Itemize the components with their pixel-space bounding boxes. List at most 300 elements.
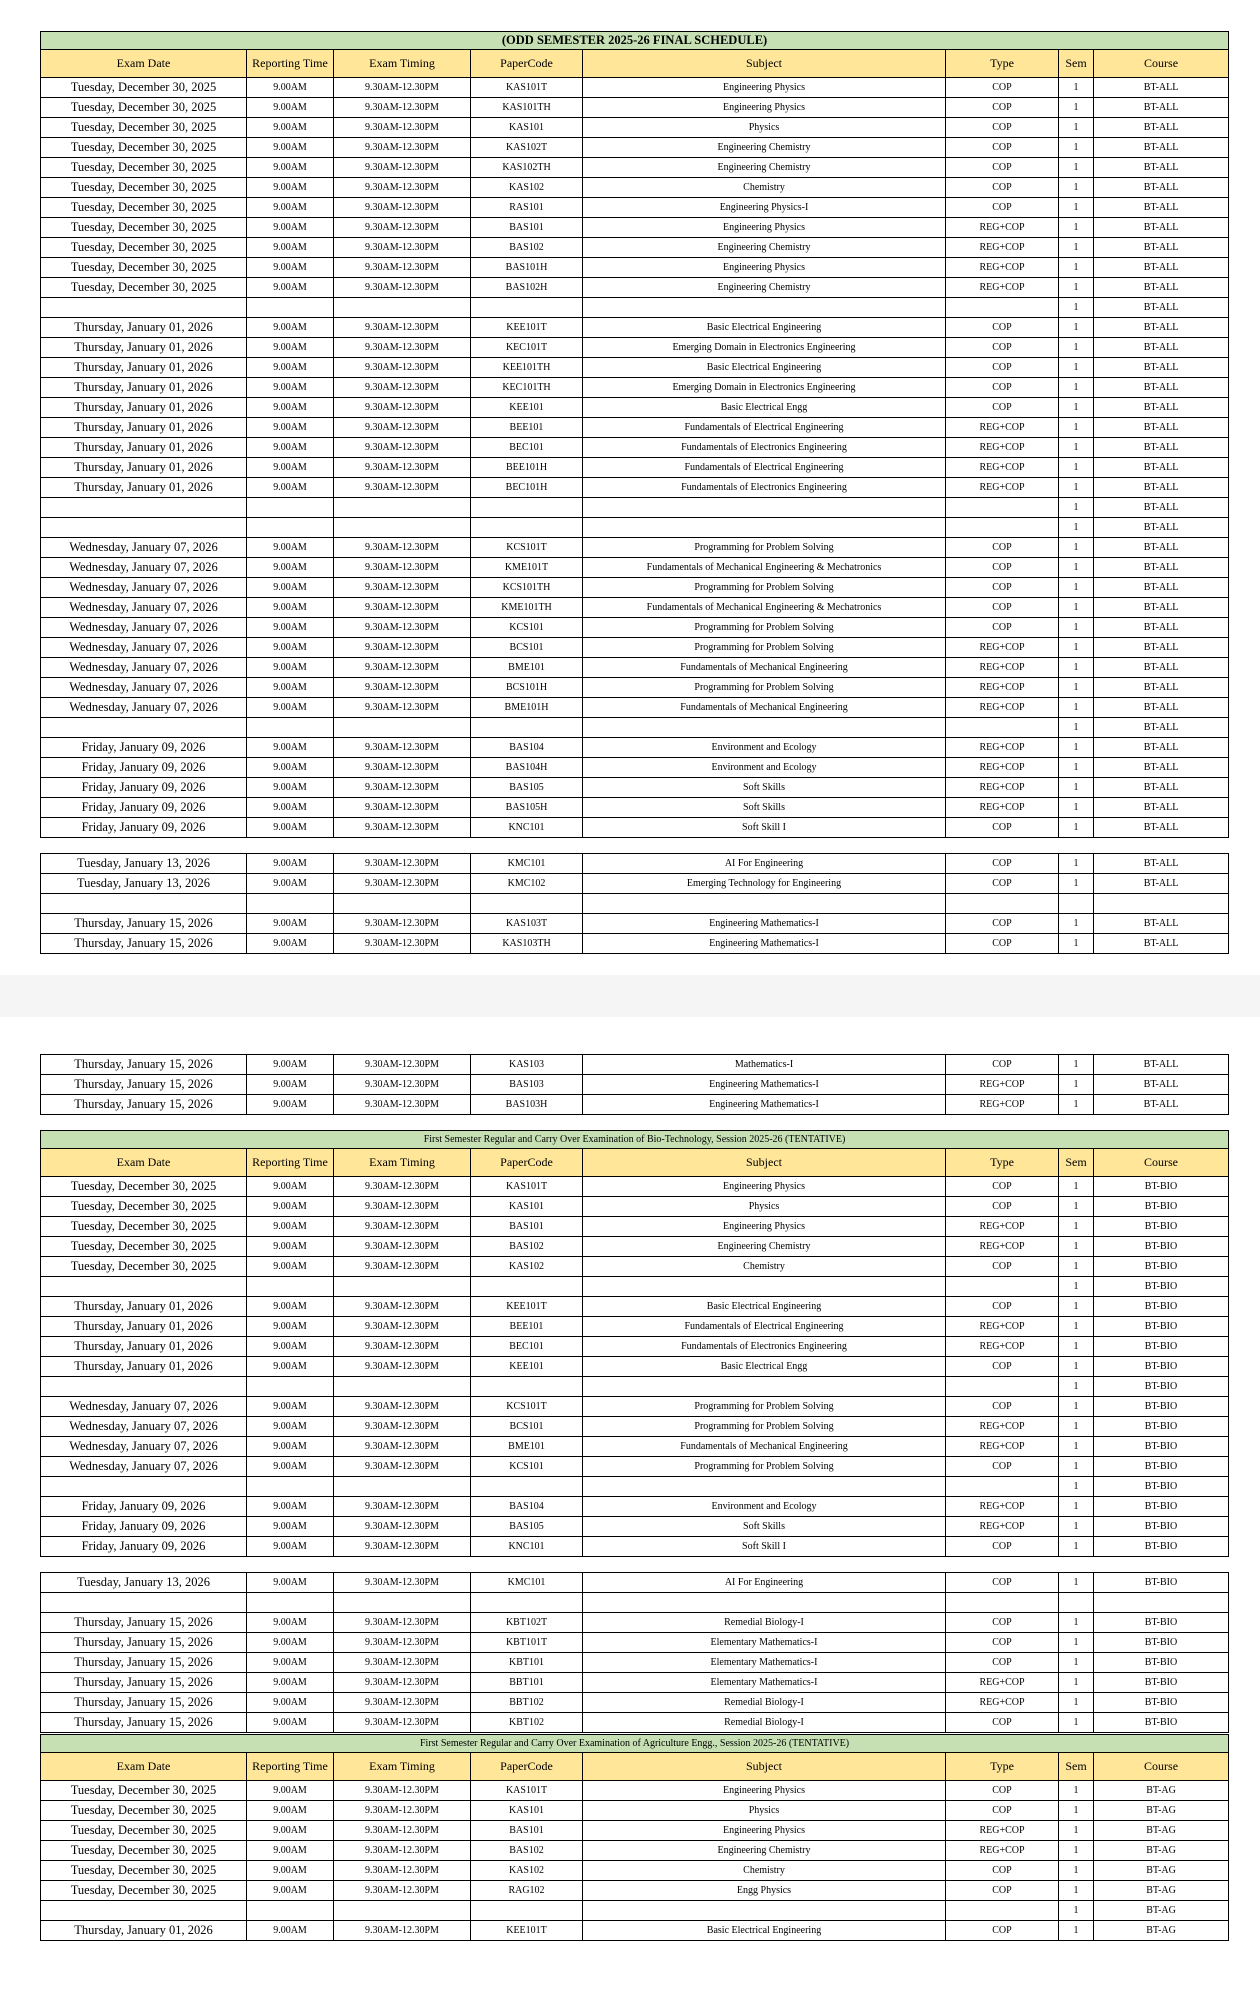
cell-date: Tuesday, December 30, 2025: [41, 198, 247, 218]
cell-subject: [583, 1377, 946, 1397]
cell-subject: Programming for Problem Solving: [583, 678, 946, 698]
cell-code: BAS102: [471, 1237, 583, 1257]
cell-code: BAS104: [471, 738, 583, 758]
cell-type: REG+COP: [946, 1693, 1059, 1713]
cell-rep: 9.00AM: [247, 698, 334, 718]
table-row: [41, 1781, 1229, 1801]
cell-timing: 9.30AM-12.30PM: [334, 1881, 471, 1901]
cell-code: BAS105: [471, 778, 583, 798]
table-row: [41, 1517, 1229, 1537]
column-header: Type: [946, 1753, 1059, 1781]
table-row: [41, 1861, 1229, 1881]
table-row: [41, 478, 1229, 498]
cell-type: COP: [946, 398, 1059, 418]
cell-date: Thursday, January 15, 2026: [41, 1693, 247, 1713]
cell-course: BT-ALL: [1094, 218, 1229, 238]
cell-sem: 1: [1059, 1573, 1094, 1593]
cell-rep: 9.00AM: [247, 678, 334, 698]
cell-sem: 1: [1059, 678, 1094, 698]
blank-row: [41, 298, 1229, 318]
cell-rep: [247, 718, 334, 738]
cell-course: BT-ALL: [1094, 854, 1229, 874]
table-row: [41, 1217, 1229, 1237]
cell-rep: 9.00AM: [247, 118, 334, 138]
cell-type: REG+COP: [946, 1673, 1059, 1693]
cell-timing: 9.30AM-12.30PM: [334, 598, 471, 618]
cell-subject: [583, 894, 946, 914]
cell-timing: 9.30AM-12.30PM: [334, 1713, 471, 1733]
cell-type: [946, 1901, 1059, 1921]
cell-timing: 9.30AM-12.30PM: [334, 178, 471, 198]
cell-timing: 9.30AM-12.30PM: [334, 398, 471, 418]
cell-date: Tuesday, December 30, 2025: [41, 158, 247, 178]
separator-cell: [41, 838, 1229, 854]
cell-subject: [583, 498, 946, 518]
table-row: [41, 1437, 1229, 1457]
cell-code: BEE101: [471, 1317, 583, 1337]
cell-timing: 9.30AM-12.30PM: [334, 538, 471, 558]
cell-subject: Fundamentals of Mechanical Engineering: [583, 658, 946, 678]
cell-rep: 9.00AM: [247, 1417, 334, 1437]
cell-subject: Basic Electrical Engineering: [583, 318, 946, 338]
cell-rep: [247, 518, 334, 538]
cell-course: BT-BIO: [1094, 1573, 1229, 1593]
cell-sem: 1: [1059, 1095, 1094, 1115]
column-header-row: [41, 1753, 1229, 1781]
cell-subject: Emerging Technology for Engineering: [583, 874, 946, 894]
cell-type: [946, 1277, 1059, 1297]
table-row: [41, 378, 1229, 398]
column-header: Subject: [583, 1753, 946, 1781]
cell-code: KAS101TH: [471, 98, 583, 118]
separator-cell: [41, 1557, 1229, 1573]
cell-code: KCS101TH: [471, 578, 583, 598]
cell-date: Wednesday, January 07, 2026: [41, 1417, 247, 1437]
cell-subject: Programming for Problem Solving: [583, 578, 946, 598]
cell-date: Wednesday, January 07, 2026: [41, 658, 247, 678]
cell-course: BT-AG: [1094, 1861, 1229, 1881]
cell-timing: 9.30AM-12.30PM: [334, 738, 471, 758]
cell-course: BT-BIO: [1094, 1277, 1229, 1297]
cell-timing: 9.30AM-12.30PM: [334, 1673, 471, 1693]
cell-rep: 9.00AM: [247, 1653, 334, 1673]
cell-rep: 9.00AM: [247, 458, 334, 478]
cell-type: REG+COP: [946, 738, 1059, 758]
cell-timing: 9.30AM-12.30PM: [334, 458, 471, 478]
cell-subject: [583, 1277, 946, 1297]
cell-type: REG+COP: [946, 1841, 1059, 1861]
cell-code: BCS101H: [471, 678, 583, 698]
cell-sem: 1: [1059, 1613, 1094, 1633]
cell-course: BT-ALL: [1094, 738, 1229, 758]
cell-sem: 1: [1059, 914, 1094, 934]
cell-code: KEC101T: [471, 338, 583, 358]
cell-subject: Engineering Chemistry: [583, 1237, 946, 1257]
cell-code: BAS103: [471, 1075, 583, 1095]
cell-sem: 1: [1059, 258, 1094, 278]
cell-code: KME101T: [471, 558, 583, 578]
cell-code: KBT102: [471, 1713, 583, 1733]
cell-type: REG+COP: [946, 638, 1059, 658]
cell-code: [471, 1477, 583, 1497]
table-row: [41, 1337, 1229, 1357]
cell-date: Tuesday, December 30, 2025: [41, 118, 247, 138]
cell-rep: 9.00AM: [247, 398, 334, 418]
table-row: [41, 1417, 1229, 1437]
cell-rep: 9.00AM: [247, 1921, 334, 1941]
cell-course: BT-ALL: [1094, 1055, 1229, 1075]
table-row: [41, 1693, 1229, 1713]
cell-code: KAS102T: [471, 138, 583, 158]
cell-rep: 9.00AM: [247, 1781, 334, 1801]
cell-date: Thursday, January 15, 2026: [41, 1673, 247, 1693]
cell-timing: [334, 718, 471, 738]
cell-subject: Soft Skills: [583, 1517, 946, 1537]
cell-date: Wednesday, January 07, 2026: [41, 1437, 247, 1457]
column-header-row: [41, 1149, 1229, 1177]
column-header: Type: [946, 1149, 1059, 1177]
cell-rep: 9.00AM: [247, 854, 334, 874]
cell-course: BT-ALL: [1094, 914, 1229, 934]
cell-date: Thursday, January 15, 2026: [41, 1713, 247, 1733]
cell-rep: 9.00AM: [247, 618, 334, 638]
cell-type: COP: [946, 1055, 1059, 1075]
cell-type: REG+COP: [946, 1337, 1059, 1357]
table-row: [41, 758, 1229, 778]
cell-code: KEC101TH: [471, 378, 583, 398]
cell-rep: 9.00AM: [247, 438, 334, 458]
table-row: [41, 934, 1229, 954]
cell-course: BT-BIO: [1094, 1257, 1229, 1277]
cell-date: Thursday, January 01, 2026: [41, 378, 247, 398]
cell-course: BT-BIO: [1094, 1177, 1229, 1197]
cell-code: KEE101: [471, 1357, 583, 1377]
cell-code: RAS101: [471, 198, 583, 218]
table-row: [41, 1821, 1229, 1841]
cell-sem: 1: [1059, 1901, 1094, 1921]
cell-type: COP: [946, 1653, 1059, 1673]
cell-subject: Engineering Physics: [583, 1177, 946, 1197]
cell-sem: 1: [1059, 298, 1094, 318]
cell-type: COP: [946, 1257, 1059, 1277]
cell-timing: 9.30AM-12.30PM: [334, 618, 471, 638]
cell-timing: 9.30AM-12.30PM: [334, 1517, 471, 1537]
table-row: [41, 258, 1229, 278]
cell-code: [471, 1277, 583, 1297]
cell-sem: 1: [1059, 1821, 1094, 1841]
cell-course: BT-BIO: [1094, 1377, 1229, 1397]
cell-timing: 9.30AM-12.30PM: [334, 578, 471, 598]
cell-code: KNC101: [471, 818, 583, 838]
cell-subject: Basic Electrical Engineering: [583, 358, 946, 378]
cell-sem: 1: [1059, 1177, 1094, 1197]
cell-timing: 9.30AM-12.30PM: [334, 638, 471, 658]
cell-subject: Soft Skill I: [583, 1537, 946, 1557]
table-row: [41, 1457, 1229, 1477]
cell-sem: 1: [1059, 1781, 1094, 1801]
column-header: Sem: [1059, 1149, 1094, 1177]
table-row: [41, 1357, 1229, 1377]
cell-subject: Engg Physics: [583, 1881, 946, 1901]
cell-sem: 1: [1059, 498, 1094, 518]
cell-code: KAS103: [471, 1055, 583, 1075]
cell-sem: 1: [1059, 1317, 1094, 1337]
cell-subject: Engineering Physics: [583, 1821, 946, 1841]
table-row: [41, 1095, 1229, 1115]
cell-date: Tuesday, December 30, 2025: [41, 1257, 247, 1277]
cell-subject: Elementary Mathematics-I: [583, 1653, 946, 1673]
cell-sem: 1: [1059, 798, 1094, 818]
cell-code: RAG102: [471, 1881, 583, 1901]
cell-subject: Emerging Domain in Electronics Engineering: [583, 338, 946, 358]
cell-date: Tuesday, December 30, 2025: [41, 238, 247, 258]
cell-course: BT-ALL: [1094, 98, 1229, 118]
cell-date: Thursday, January 01, 2026: [41, 318, 247, 338]
cell-subject: Fundamentals of Mechanical Engineering: [583, 698, 946, 718]
cell-code: KAS102: [471, 1257, 583, 1277]
page-break: [0, 975, 1260, 1017]
cell-timing: 9.30AM-12.30PM: [334, 1297, 471, 1317]
cell-rep: 9.00AM: [247, 158, 334, 178]
cell-rep: 9.00AM: [247, 1613, 334, 1633]
cell-subject: [583, 1593, 946, 1613]
cell-subject: Fundamentals of Mechanical Engineering: [583, 1437, 946, 1457]
cell-timing: 9.30AM-12.30PM: [334, 1537, 471, 1557]
cell-rep: 9.00AM: [247, 1801, 334, 1821]
cell-rep: 9.00AM: [247, 478, 334, 498]
cell-code: KAS101T: [471, 1781, 583, 1801]
cell-course: BT-ALL: [1094, 518, 1229, 538]
cell-subject: Engineering Mathematics-I: [583, 1075, 946, 1095]
cell-subject: AI For Engineering: [583, 854, 946, 874]
cell-timing: 9.30AM-12.30PM: [334, 318, 471, 338]
column-header: Sem: [1059, 1753, 1094, 1781]
cell-sem: 1: [1059, 358, 1094, 378]
table-row: [41, 618, 1229, 638]
cell-sem: 1: [1059, 158, 1094, 178]
cell-date: Tuesday, December 30, 2025: [41, 1217, 247, 1237]
table-row: [41, 1841, 1229, 1861]
cell-sem: 1: [1059, 1477, 1094, 1497]
cell-subject: Engineering Mathematics-I: [583, 934, 946, 954]
cell-code: KAS102: [471, 178, 583, 198]
cell-timing: 9.30AM-12.30PM: [334, 1497, 471, 1517]
cell-sem: 1: [1059, 458, 1094, 478]
cell-subject: Fundamentals of Electronics Engineering: [583, 438, 946, 458]
cell-subject: Programming for Problem Solving: [583, 638, 946, 658]
cell-course: BT-ALL: [1094, 398, 1229, 418]
cell-timing: 9.30AM-12.30PM: [334, 478, 471, 498]
cell-course: BT-AG: [1094, 1801, 1229, 1821]
cell-subject: Environment and Ecology: [583, 1497, 946, 1517]
cell-subject: Mathematics-I: [583, 1055, 946, 1075]
cell-subject: Engineering Physics: [583, 1217, 946, 1237]
cell-course: BT-AG: [1094, 1781, 1229, 1801]
cell-course: BT-BIO: [1094, 1633, 1229, 1653]
cell-date: Wednesday, January 07, 2026: [41, 578, 247, 598]
cell-code: KAS101: [471, 1197, 583, 1217]
table-row: [41, 538, 1229, 558]
cell-code: BEC101H: [471, 478, 583, 498]
cell-date: [41, 718, 247, 738]
cell-subject: Engineering Chemistry: [583, 278, 946, 298]
cell-type: REG+COP: [946, 1095, 1059, 1115]
cell-sem: 1: [1059, 758, 1094, 778]
cell-code: BCS101: [471, 1417, 583, 1437]
cell-course: BT-BIO: [1094, 1497, 1229, 1517]
cell-rep: 9.00AM: [247, 1397, 334, 1417]
cell-date: Friday, January 09, 2026: [41, 798, 247, 818]
cell-code: KAS103T: [471, 914, 583, 934]
cell-timing: 9.30AM-12.30PM: [334, 158, 471, 178]
table-row: [41, 738, 1229, 758]
cell-course: BT-ALL: [1094, 358, 1229, 378]
cell-rep: 9.00AM: [247, 1713, 334, 1733]
cell-rep: 9.00AM: [247, 1573, 334, 1593]
table-row: [41, 1317, 1229, 1337]
cell-rep: 9.00AM: [247, 558, 334, 578]
table-row: [41, 658, 1229, 678]
cell-type: COP: [946, 598, 1059, 618]
cell-timing: [334, 1593, 471, 1613]
cell-date: [41, 1277, 247, 1297]
cell-rep: 9.00AM: [247, 914, 334, 934]
cell-rep: [247, 1277, 334, 1297]
cell-type: COP: [946, 78, 1059, 98]
cell-course: BT-ALL: [1094, 238, 1229, 258]
section-title-row: [41, 32, 1229, 50]
cell-date: [41, 498, 247, 518]
cell-date: Thursday, January 15, 2026: [41, 1095, 247, 1115]
table-row: [41, 1197, 1229, 1217]
cell-type: REG+COP: [946, 278, 1059, 298]
cell-rep: 9.00AM: [247, 178, 334, 198]
cell-type: COP: [946, 1713, 1059, 1733]
cell-subject: Elementary Mathematics-I: [583, 1673, 946, 1693]
cell-rep: 9.00AM: [247, 1881, 334, 1901]
cell-course: BT-ALL: [1094, 138, 1229, 158]
table-row: [41, 398, 1229, 418]
cell-rep: 9.00AM: [247, 758, 334, 778]
cell-course: BT-BIO: [1094, 1197, 1229, 1217]
column-header: PaperCode: [471, 1149, 583, 1177]
table-row: [41, 698, 1229, 718]
cell-code: [471, 498, 583, 518]
table-row: [41, 874, 1229, 894]
cell-code: BME101: [471, 1437, 583, 1457]
section-title-row: [41, 1131, 1229, 1149]
cell-type: COP: [946, 558, 1059, 578]
cell-subject: Programming for Problem Solving: [583, 1417, 946, 1437]
cell-subject: Programming for Problem Solving: [583, 538, 946, 558]
cell-rep: 9.00AM: [247, 658, 334, 678]
cell-course: BT-BIO: [1094, 1437, 1229, 1457]
cell-subject: [583, 718, 946, 738]
cell-sem: 1: [1059, 538, 1094, 558]
cell-date: Tuesday, December 30, 2025: [41, 178, 247, 198]
cell-course: BT-AG: [1094, 1881, 1229, 1901]
cell-sem: 1: [1059, 658, 1094, 678]
cell-type: REG+COP: [946, 218, 1059, 238]
cell-course: BT-ALL: [1094, 378, 1229, 398]
cell-type: REG+COP: [946, 238, 1059, 258]
cell-subject: Basic Electrical Engg: [583, 1357, 946, 1377]
blank-row: [41, 1593, 1229, 1613]
cell-rep: 9.00AM: [247, 1317, 334, 1337]
cell-code: KEE101T: [471, 318, 583, 338]
cell-timing: 9.30AM-12.30PM: [334, 118, 471, 138]
cell-date: [41, 518, 247, 538]
table-row: [41, 98, 1229, 118]
cell-subject: Chemistry: [583, 178, 946, 198]
cell-course: BT-ALL: [1094, 798, 1229, 818]
cell-code: [471, 1901, 583, 1921]
agriculture-schedule-table: [40, 1734, 1229, 1941]
cell-course: BT-ALL: [1094, 198, 1229, 218]
cell-timing: 9.30AM-12.30PM: [334, 1781, 471, 1801]
cell-sem: 1: [1059, 278, 1094, 298]
cell-subject: Engineering Chemistry: [583, 1841, 946, 1861]
cell-sem: 1: [1059, 518, 1094, 538]
cell-timing: 9.30AM-12.30PM: [334, 418, 471, 438]
cell-code: BAS105H: [471, 798, 583, 818]
cell-rep: 9.00AM: [247, 358, 334, 378]
cell-subject: Environment and Ecology: [583, 758, 946, 778]
cell-timing: 9.30AM-12.30PM: [334, 1257, 471, 1277]
cell-course: BT-BIO: [1094, 1397, 1229, 1417]
cell-code: BEE101: [471, 418, 583, 438]
cell-type: COP: [946, 198, 1059, 218]
cell-date: Tuesday, December 30, 2025: [41, 1841, 247, 1861]
table-row: [41, 218, 1229, 238]
cell-code: BBT102: [471, 1693, 583, 1713]
cell-course: BT-ALL: [1094, 558, 1229, 578]
cell-date: Wednesday, January 07, 2026: [41, 538, 247, 558]
cell-sem: 1: [1059, 578, 1094, 598]
cell-timing: 9.30AM-12.30PM: [334, 1397, 471, 1417]
cell-timing: 9.30AM-12.30PM: [334, 1821, 471, 1841]
cell-date: [41, 894, 247, 914]
cell-date: Thursday, January 01, 2026: [41, 418, 247, 438]
final-schedule-table-continued: [40, 1054, 1229, 1115]
cell-date: Tuesday, December 30, 2025: [41, 98, 247, 118]
section-title: First Semester Regular and Carry Over Examination of Bio-Technology, Session 2025-26 (TENTATIVE): [41, 1131, 1229, 1149]
cell-course: BT-ALL: [1094, 458, 1229, 478]
cell-rep: 9.00AM: [247, 778, 334, 798]
cell-timing: 9.30AM-12.30PM: [334, 698, 471, 718]
section-title: First Semester Regular and Carry Over Examination of Agriculture Engg., Session 2025-26 (TENTATIVE): [41, 1735, 1229, 1753]
cell-date: Tuesday, January 13, 2026: [41, 854, 247, 874]
table-row: [41, 78, 1229, 98]
cell-type: REG+COP: [946, 698, 1059, 718]
cell-type: REG+COP: [946, 1237, 1059, 1257]
cell-type: REG+COP: [946, 678, 1059, 698]
cell-subject: [583, 1477, 946, 1497]
cell-timing: 9.30AM-12.30PM: [334, 1861, 471, 1881]
cell-type: COP: [946, 1781, 1059, 1801]
cell-code: KAS101T: [471, 78, 583, 98]
cell-code: [471, 518, 583, 538]
cell-code: BAS105: [471, 1517, 583, 1537]
cell-sem: 1: [1059, 1357, 1094, 1377]
cell-date: Wednesday, January 07, 2026: [41, 598, 247, 618]
cell-sem: 1: [1059, 438, 1094, 458]
cell-date: [41, 1477, 247, 1497]
cell-sem: 1: [1059, 1397, 1094, 1417]
cell-subject: [583, 298, 946, 318]
table-row: [41, 158, 1229, 178]
cell-course: BT-ALL: [1094, 698, 1229, 718]
